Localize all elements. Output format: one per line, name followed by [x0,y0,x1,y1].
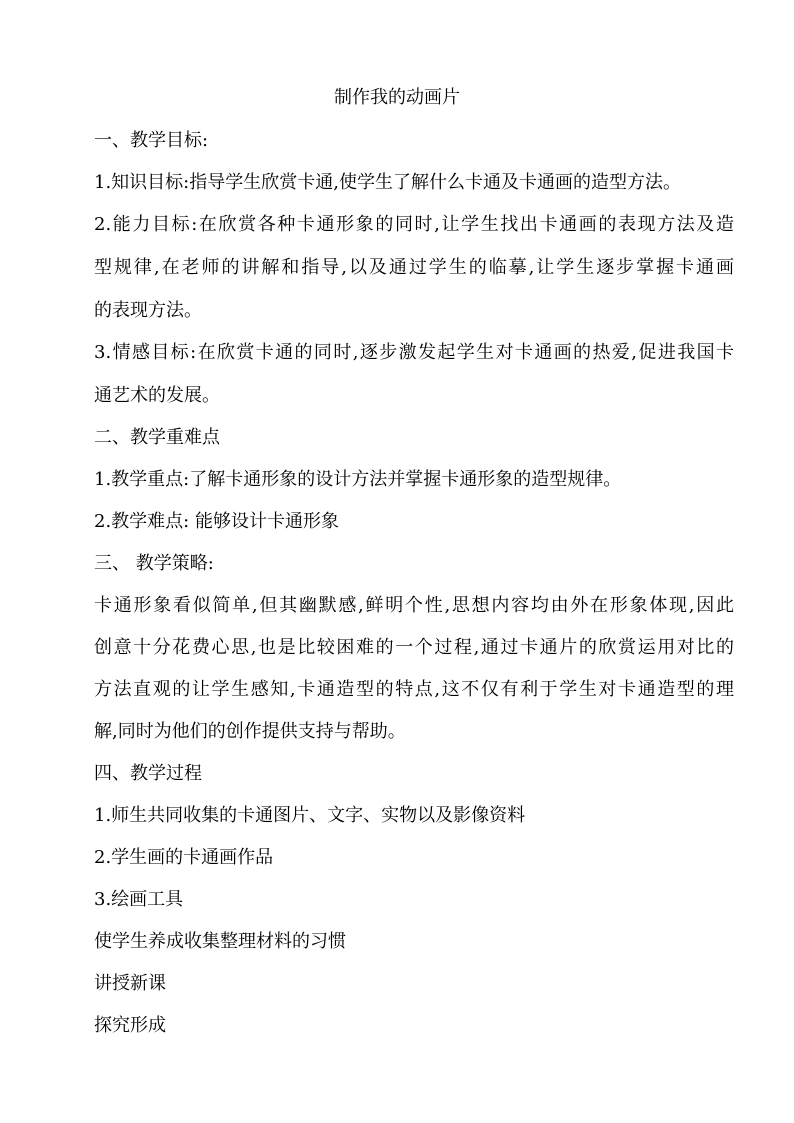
section-heading-key-points: 二、教学重难点 [94,427,220,448]
paragraph-line: 解,同时为他们的创作提供支持与帮助。 [94,721,406,742]
section-heading-strategy: 三、 教学策略: [94,553,214,574]
paragraph-line: 1.知识目标:指导学生欣赏卡通,使学生了解什么卡通及卡通画的造型方法。 [94,172,681,193]
paragraph-line: 3.绘画工具 [94,889,184,910]
paragraph-line: 3.情感目标:在欣赏卡通的同时,逐步激发起学生对卡通画的热爱,促进我国卡 [94,342,734,363]
paragraph-line: 2.学生画的卡通画作品 [94,847,274,868]
paragraph-line: 2.能力目标:在欣赏各种卡通形象的同时,让学生找出卡通画的表现方法及造 [94,214,734,235]
paragraph-line: 2.教学难点: 能够设计卡通形象 [94,511,339,532]
paragraph-line: 探究形成 [94,1015,166,1036]
paragraph-line: 使学生养成收集整理材料的习惯 [94,931,346,952]
paragraph-line: 通艺术的发展。 [94,385,220,406]
paragraph-line: 型规律,在老师的讲解和指导,以及通过学生的临摹,让学生逐步掌握卡通画 [94,257,734,278]
paragraph-line: 方法直观的让学生感知,卡通造型的特点,这不仅有利于学生对卡通造型的理 [94,679,734,700]
paragraph-line: 卡通形象看似简单,但其幽默感,鲜明个性,思想内容均由外在形象体现,因此 [94,595,734,616]
paragraph-line: 讲授新课 [94,973,166,994]
section-heading-process: 四、教学过程 [94,763,202,784]
paragraph-line: 1.教学重点:了解卡通形象的设计方法并掌握卡通形象的造型规律。 [94,469,622,490]
document-title: 制作我的动画片 [334,87,460,108]
paragraph-line: 创意十分花费心思,也是比较困难的一个过程,通过卡通片的欣赏运用对比的 [94,637,734,658]
paragraph-line: 的表现方法。 [94,300,202,321]
paragraph-line: 1.师生共同收集的卡通图片、文字、实物以及影像资料 [94,805,526,826]
section-heading-objectives: 一、教学目标: [94,130,209,151]
